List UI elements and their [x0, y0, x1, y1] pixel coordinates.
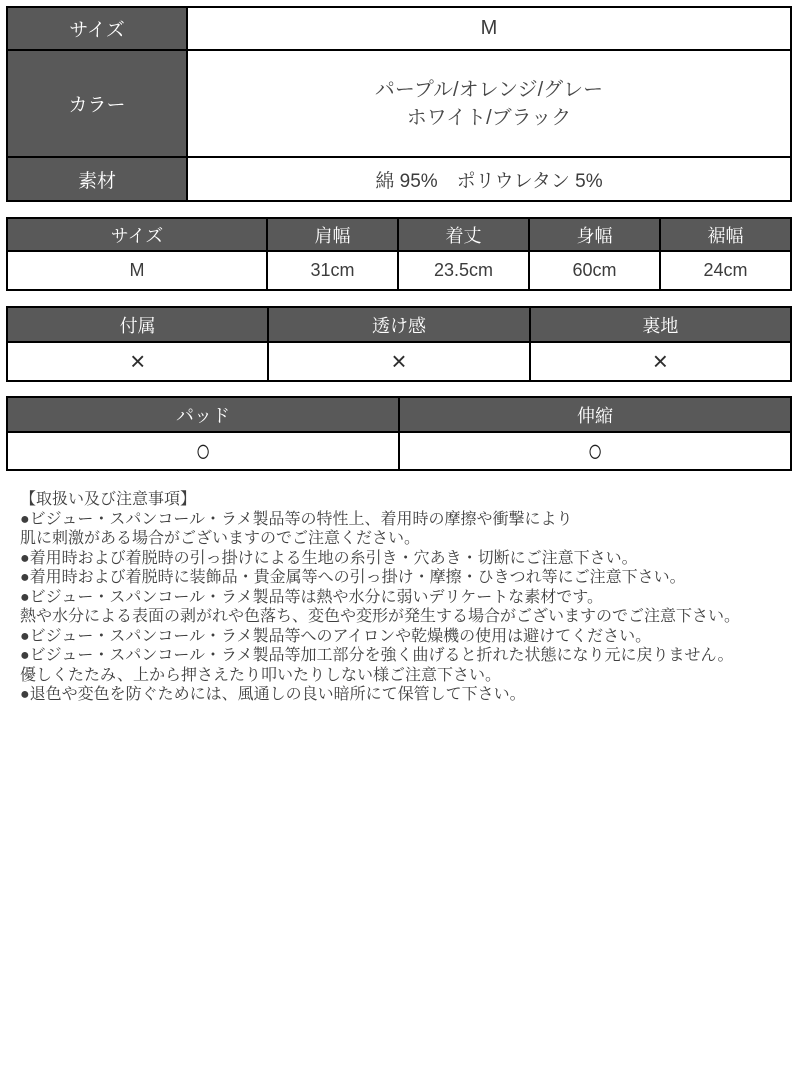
measurements-body-width-value: 60cm: [529, 251, 660, 290]
features-value-row: [7, 342, 791, 381]
spec-color-label: カラー: [7, 50, 187, 157]
measurements-header-length: 着丈: [398, 218, 529, 251]
handling-note-line: 優しくたたみ、上から押さえたり叩いたりしない様ご注意下さい。: [20, 666, 501, 684]
measurements-shoulder-value: 31cm: [267, 251, 398, 290]
spec-table: [6, 6, 792, 202]
measurements-header-body-width: 身幅: [529, 218, 660, 251]
measurements-hem-width-value: 24cm: [660, 251, 791, 290]
circle-mark-icon: ○: [195, 432, 211, 469]
features-header-accessory: 付属: [7, 307, 268, 342]
handling-note-line: ●着用時および着脱時の引っ掛けによる生地の糸引き・穴あき・切断にご注意下さい。: [20, 549, 638, 567]
spec-size-label: サイズ: [7, 7, 187, 50]
handling-note-line: ●ビジュー・スパンコール・ラメ製品等の特性上、着用時の摩擦や衝撃により: [20, 510, 573, 528]
features-accessory-value: [7, 342, 268, 381]
pad-value: [7, 432, 399, 470]
measurements-header-row: [7, 218, 791, 251]
features-header-sheerness: 透け感: [268, 307, 529, 342]
handling-note-line: ●ビジュー・スパンコール・ラメ製品等加工部分を強く曲げると折れた状態になり元に戻りません。: [20, 647, 734, 664]
spec-color-line-2: ホワイト/ブラック: [406, 106, 572, 129]
spec-color-value: [187, 50, 791, 157]
measurements-header-size: サイズ: [7, 218, 267, 251]
spec-row-size: [7, 7, 791, 50]
spec-color-line-1: パープル/オレンジ/グレー: [374, 78, 604, 101]
handling-notes-title: 【取扱い及び注意事項】: [20, 491, 197, 508]
handling-notes: [0, 490, 800, 705]
x-mark-icon: ×: [391, 346, 407, 376]
features-table: [6, 306, 792, 382]
spec-material-value: 綿 95% ポリウレタン 5%: [187, 157, 791, 201]
measurements-length-value: 23.5cm: [398, 251, 529, 290]
measurements-header-shoulder: 肩幅: [267, 218, 398, 251]
circle-mark-icon: ○: [587, 432, 603, 469]
handling-note-line: ●ビジュー・スパンコール・ラメ製品等は熱や水分に弱いデリケートな素材です。: [20, 588, 603, 606]
features-lining-value: [530, 342, 791, 381]
measurements-size-value: M: [7, 251, 267, 290]
measurements-header-hem-width: 裾幅: [660, 218, 791, 251]
features-header-lining: 裏地: [530, 307, 791, 342]
handling-note-line: 肌に刺激がある場合がございますのでご注意ください。: [20, 530, 421, 547]
measurements-table: [6, 217, 792, 291]
features-sheerness-value: [268, 342, 529, 381]
handling-note-line: ●ビジュー・スパンコール・ラメ製品等へのアイロンや乾燥機の使用は避けてください。: [20, 627, 652, 645]
handling-note-line: 熱や水分による表面の剥がれや色落ち、変色や変形が発生する場合がございますのでご注意下さい。: [20, 608, 741, 625]
handling-note-line: ●着用時および着脱時に装飾品・貴金属等への引っ掛け・摩擦・ひきつれ等にご注意下さい。: [20, 569, 686, 586]
features-header-row: [7, 307, 791, 342]
measurements-value-row: [7, 251, 791, 290]
pad-stretch-value-row: [7, 432, 791, 470]
stretch-header: 伸縮: [399, 397, 791, 432]
pad-stretch-table: [6, 396, 792, 471]
spec-material-label: 素材: [7, 157, 187, 201]
stretch-value: [399, 432, 791, 470]
spec-row-color: [7, 50, 791, 157]
x-mark-icon: ×: [130, 346, 146, 376]
x-mark-icon: ×: [652, 346, 668, 376]
pad-stretch-header-row: [7, 397, 791, 432]
spec-size-value: M: [187, 7, 791, 50]
handling-note-line: ●退色や変色を防ぐためには、風通しの良い暗所にて保管して下さい。: [20, 686, 526, 703]
pad-header: パッド: [7, 397, 399, 432]
spec-row-material: [7, 157, 791, 201]
